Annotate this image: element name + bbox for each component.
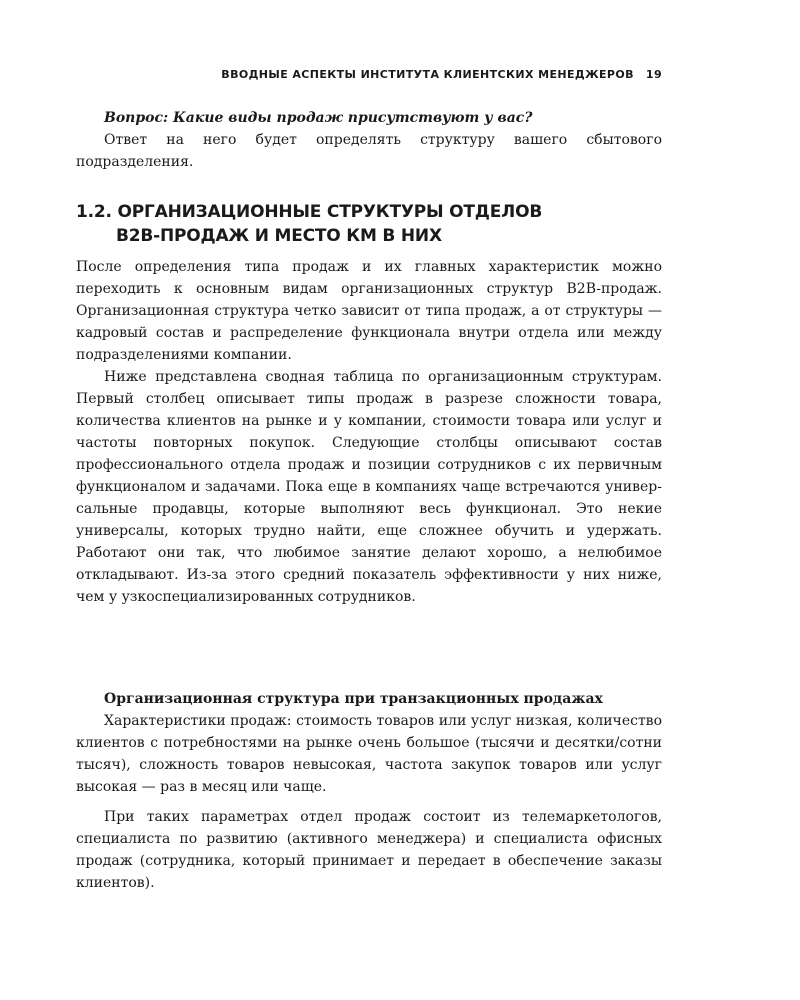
section-title [76, 200, 662, 248]
subsection-transactional [76, 688, 662, 894]
paragraph: При таких параметрах отдел продаж состоит из телемаркетологов, специалиста по развитию (активного менеджера) и специалиста офисных продаж (сотрудника, который принимает и передает в обеспечение заказы клиентов). [76, 809, 662, 891]
subsection-heading: Организационная структура при транзакционных продажах [104, 691, 603, 707]
paragraph: После определения типа продаж и их главных характеристик можно переходить к основным видам организационных структур B2B-продаж. Организационная структура четко зависит от типа продаж, а от структуры — кадровый состав и распределение функционала внутри отдела или между подразделениями компании. [76, 259, 662, 363]
section-title-line1: 1.2. ОРГАНИЗАЦИОННЫЕ СТРУКТУРЫ ОТДЕЛОВ [76, 202, 543, 222]
section-body [76, 256, 662, 608]
paragraph: Ниже представлена сводная таблица по организационным структурам. Первый столбец описывает типы продаж в разрезе сложности товара, количества клиентов на рынке и у компании, стоимости товара или услуг и частоты повторных покупок. Следующие столбцы описывают состав профессионального отдела продаж и позиции сотрудников с их первичным функционалом и задачами. Пока еще в компаниях чаще встречаются универсальные продавцы, которые выполняют весь функционал. Это некие универсалы, которых трудно найти, еще сложнее обучить и удержать. Работают они так, что любимое занятие делают хорошо, а нелюбимое откладывают. Из-за этого средний показатель эффективности у них ниже, чем у узкоспециализированных сотрудников. [76, 369, 662, 605]
question-block [76, 107, 662, 173]
running-head [221, 68, 662, 81]
question-answer: Ответ на него будет определять структуру вашего сбытового подразделения. [76, 132, 662, 170]
page-number: 19 [645, 68, 662, 81]
running-head-title: ВВОДНЫЕ АСПЕКТЫ ИНСТИТУТА КЛИЕНТСКИХ МЕНЕДЖЕРОВ [221, 68, 634, 81]
question-label: Вопрос: Какие виды продаж присутствуют у вас? [104, 110, 533, 126]
paragraph: Характеристики продаж: стоимость товаров или услуг низкая, количество клиентов с потребностями на рынке очень большое (тысячи и десятки/сотни тысяч), сложность товаров невысокая, частота закупок товаров или услуг высокая — раз в месяц или чаще. [76, 713, 662, 795]
paragraph-gap [76, 798, 662, 806]
section-title-line2: B2B-ПРОДАЖ И МЕСТО КМ В НИХ [116, 226, 442, 246]
